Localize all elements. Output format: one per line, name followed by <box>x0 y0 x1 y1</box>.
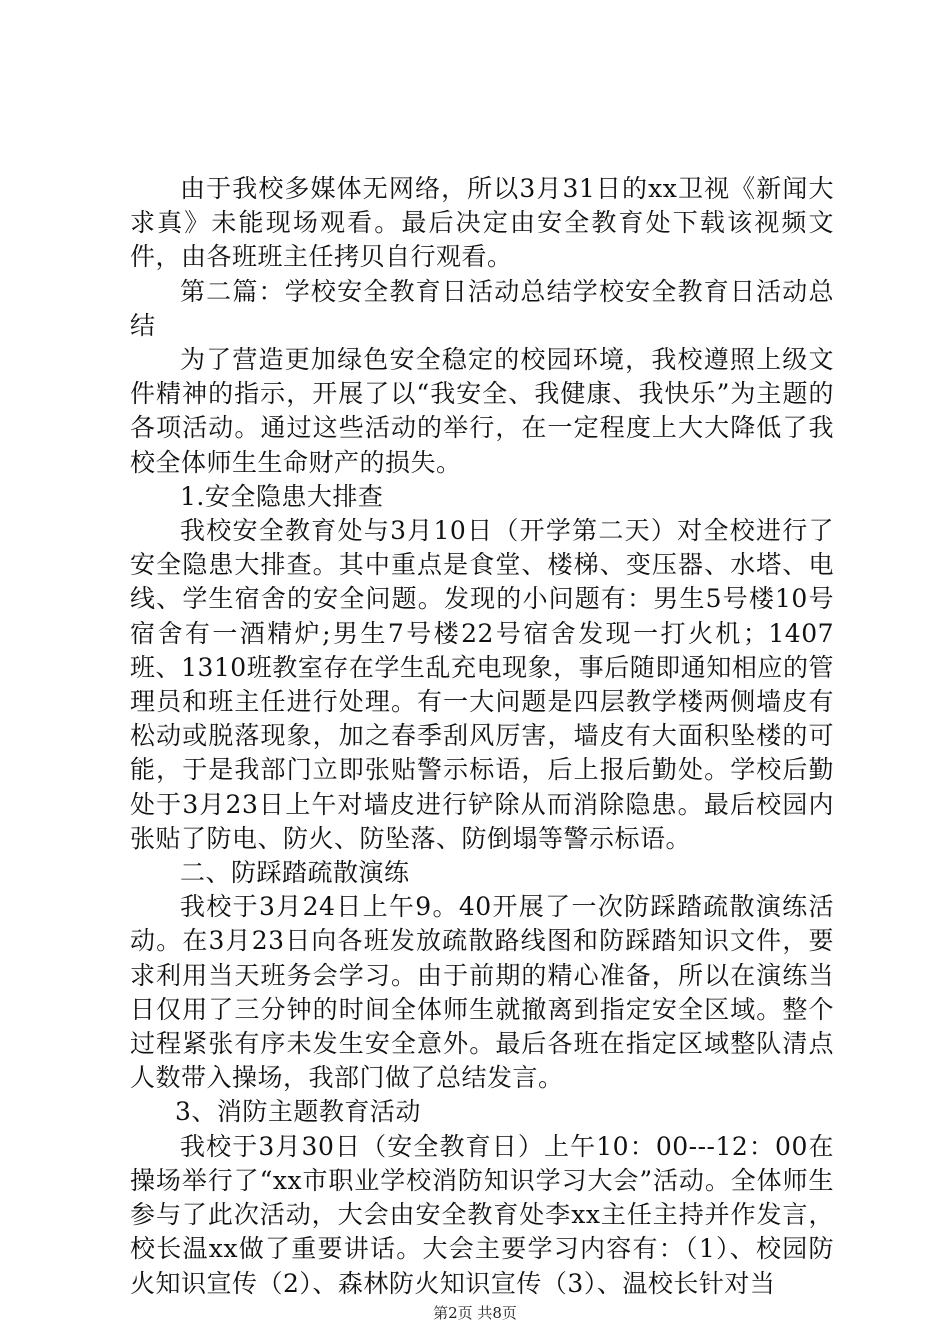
body-paragraph: 我校于3月24日上午9。40开展了一次防踩踏疏散演练活动。在3月23日向各班发放疏散路线图和防踩踏知识文件，要求利用当天班务会学习。由于前期的精心准备，所以在演练当日仅用了三分钟的时间全体师生就撤离到指定安全区域。整个过程紧张有序未发生安全意外。最后各班在指定区域整队清点人数带入操场，我部门做了总结发言。 <box>130 892 834 1093</box>
subsection-heading: 1.安全隐患大排查 <box>180 481 384 511</box>
subsection-heading: 二、防踩踏疏散演练 <box>180 858 410 888</box>
body-paragraph: 由于我校多媒体无网络，所以3月31日的xx卫视《新闻大求真》未能现场观看。最后决定由安全教育处下载该视频文件，由各班班主任拷贝自行观看。 <box>130 174 834 272</box>
subsection-heading: 3、消防主题教育活动 <box>175 1097 421 1127</box>
section-heading: 第二篇：学校安全教育日活动总结学校安全教育日活动总结 <box>130 276 834 340</box>
body-paragraph: 为了营造更加绿色安全稳定的校园环境，我校遵照上级文件精神的指示，开展了以“我安全、我健康、我快乐”为主题的各项活动。通过这些活动的举行，在一定程度上大大降低了我校全体师生生命财产的损失。 <box>130 345 834 477</box>
page-number-footer: 第2页 共8页 <box>433 1304 517 1322</box>
document-body <box>130 172 834 1301</box>
body-paragraph: 我校于3月30日（安全教育日）上午10：00---12：00在操场举行了“xx市职业学校消防知识学习大会”活动。全体师生参与了此次活动，大会由安全教育处李xx主任主持并作发言，校长温xx做了重要讲话。大会主要学习内容有：（1）、校园防火知识宣传（2）、森林防火知识宣传（3）、温校长针对当 <box>130 1131 834 1298</box>
body-paragraph: 我校安全教育处与3月10日（开学第二天）对全校进行了安全隐患大排查。其中重点是食堂、楼梯、变压器、水塔、电线、学生宿舍的安全问题。发现的小问题有：男生5号楼10号宿舍有一酒精炉;男生7号楼22号宿舍发现一打火机；1407班、1310班教室存在学生乱充电现象，事后随即通知相应的管理员和班主任进行处理。有一大问题是四层教学楼两侧墙皮有松动或脱落现象，加之春季刮风厉害，墙皮有大面积坠楼的可能，于是我部门立即张贴警示标语，后上报后勤处。学校后勤处于3月23日上午对墙皮进行铲除从而消除隐患。最后校园内张贴了防电、防火、防坠落、防倒塌等警示标语。 <box>130 516 834 853</box>
